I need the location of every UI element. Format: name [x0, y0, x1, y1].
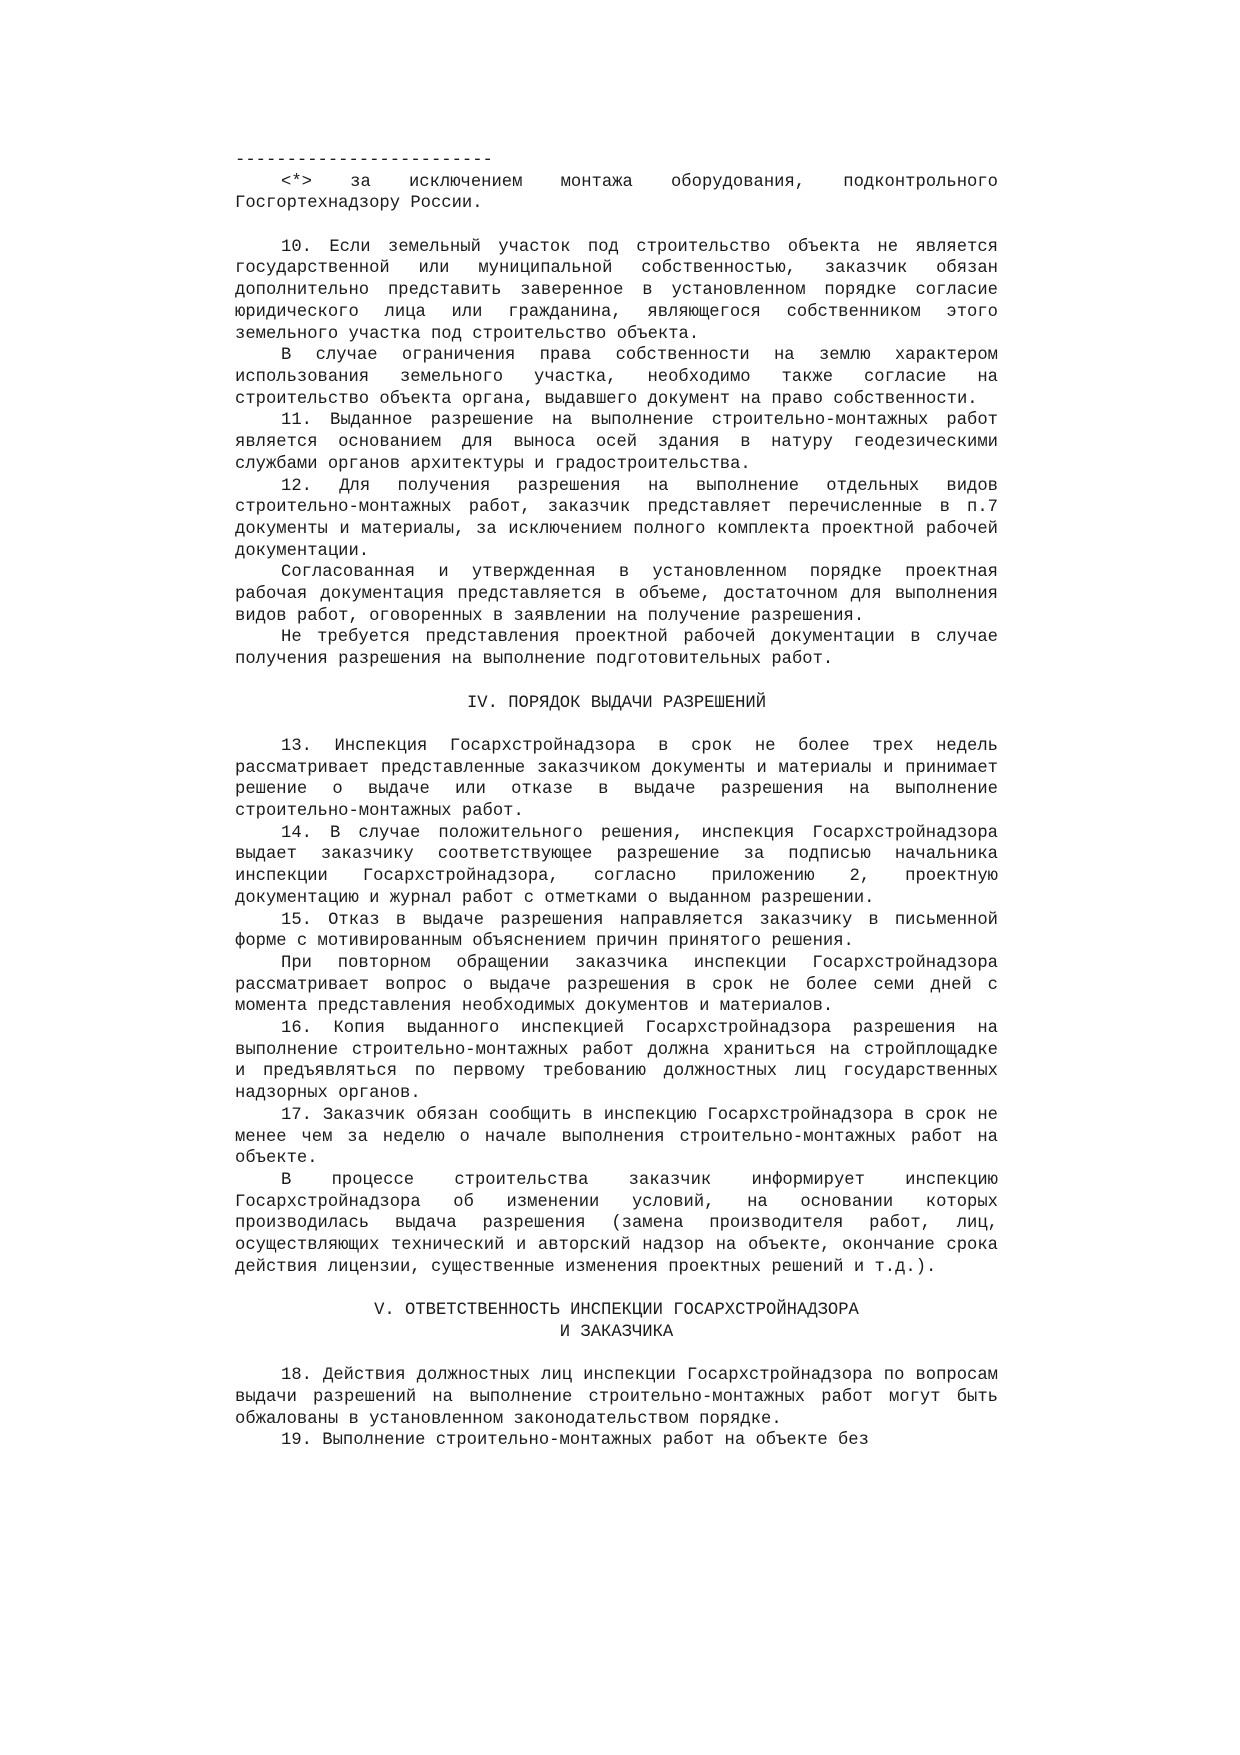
- blank-line: [235, 671, 998, 693]
- blank-line: [235, 215, 998, 237]
- paragraph-19: 19. Выполнение строительно-монтажных работ на объекте без: [281, 1431, 869, 1451]
- document-page: [235, 150, 998, 1452]
- paragraph-12-preparatory: Не требуется представления проектной рабочей документации в случае получения разрешения на выполнение подготовительных работ.: [235, 628, 998, 670]
- paragraph-12-approved-docs: Согласованная и утвержденная в установленном порядке проектная рабочая документация представляется в объеме, достаточном для выполнения видов работ, оговоренных в заявлении на получение разрешения.: [235, 563, 998, 626]
- paragraph-17-changes: В процессе строительства заказчик информирует инспекцию Госархстройнадзора об изменении условий, на основании которых производилась выдача разрешения (замена производителя работ, лиц, осуществляющих технический и авторский надзор на объекте, окончание срока действия лицензии, существенные изменения проектных решений и т.д.).: [235, 1170, 998, 1277]
- paragraph-10: 10. Если земельный участок под строительство объекта не является государственной или муниципальной собственностью, заказчик обязан дополнительно представить заверенное в установленном порядке согласие юридического лица или гражданина, являющегося собственником этого земельного участка под строительство объекта.: [235, 237, 998, 344]
- section-4-heading: IV. ПОРЯДОК ВЫДАЧИ РАЗРЕШЕНИЙ: [466, 693, 767, 713]
- blank-line: [235, 714, 998, 736]
- paragraph-15-repeat-request: При повторном обращении заказчика инспекции Госархстройнадзора рассматривает вопрос о выдаче разрешения в срок не более семи дней с момента представления необходимых документов и материалов.: [235, 953, 998, 1017]
- paragraph-15: 15. Отказ в выдаче разрешения направляется заказчику в письменной форме с мотивированным объяснением причин принятого решения.: [235, 910, 998, 952]
- footnote-rule: -------------------------: [235, 151, 493, 170]
- paragraph-12: 12. Для получения разрешения на выполнение отдельных видов строительно-монтажных работ, заказчик представляет перечисленные в п.7 документы и материалы, за исключением полного комплекта проектной рабочей документации.: [235, 476, 998, 561]
- footnote-text: <*> за исключением монтажа оборудования, подконтрольного Госгортехнадзору России.: [235, 172, 998, 214]
- paragraph-10-ownership: В случае ограничения права собственности на землю характером использования земельного участка, необходимо также согласие на строительство объекта органа, выдавшего документ на право собственности.: [235, 346, 998, 409]
- paragraph-11: 11. Выданное разрешение на выполнение строительно-монтажных работ является основанием для выноса осей здания в натуру геодезическими службами органов архитектуры и градостроительства.: [235, 411, 998, 474]
- section-5-heading-line-1: V. ОТВЕТСТВЕННОСТЬ ИНСПЕКЦИИ ГОСАРХСТРОЙНАДЗОРА: [374, 1301, 859, 1321]
- section-5-heading-line-2: И ЗАКАЗЧИКА: [559, 1322, 674, 1342]
- paragraph-14: 14. В случае положительного решения, инспекция Госархстройнадзора выдает заказчику соответствующее разрешение за подписью начальника инспекции Госархстройнадзора, согласно приложению 2, проектную документацию и журнал работ с отметками о выданном разрешении.: [235, 823, 998, 908]
- blank-line: [235, 1279, 998, 1301]
- paragraph-13: 13. Инспекция Госархстройнадзора в срок не более трех недель рассматривает представленные заказчиком документы и материалы и принимает решение о выдаче или отказе в выдаче разрешения на выполнение строительно-монтажных работ.: [235, 736, 998, 822]
- paragraph-16: 16. Копия выданного инспекцией Госархстройнадзора разрешения на выполнение строительно-монтажных работ должна храниться на стройплощадке и предъявляться по первому требованию должностных лиц государственных надзорных органов.: [235, 1019, 998, 1104]
- paragraph-17: 17. Заказчик обязан сообщить в инспекцию Госархстройнадзора в срок не менее чем за неделю о начале выполнения строительно-монтажных работ на объекте.: [235, 1105, 998, 1169]
- paragraph-18: 18. Действия должностных лиц инспекции Госархстройнадзора по вопросам выдачи разрешений на выполнение строительно-монтажных работ могут быть обжалованы в установленном законодательством порядке.: [235, 1366, 998, 1429]
- blank-line: [235, 1344, 998, 1366]
